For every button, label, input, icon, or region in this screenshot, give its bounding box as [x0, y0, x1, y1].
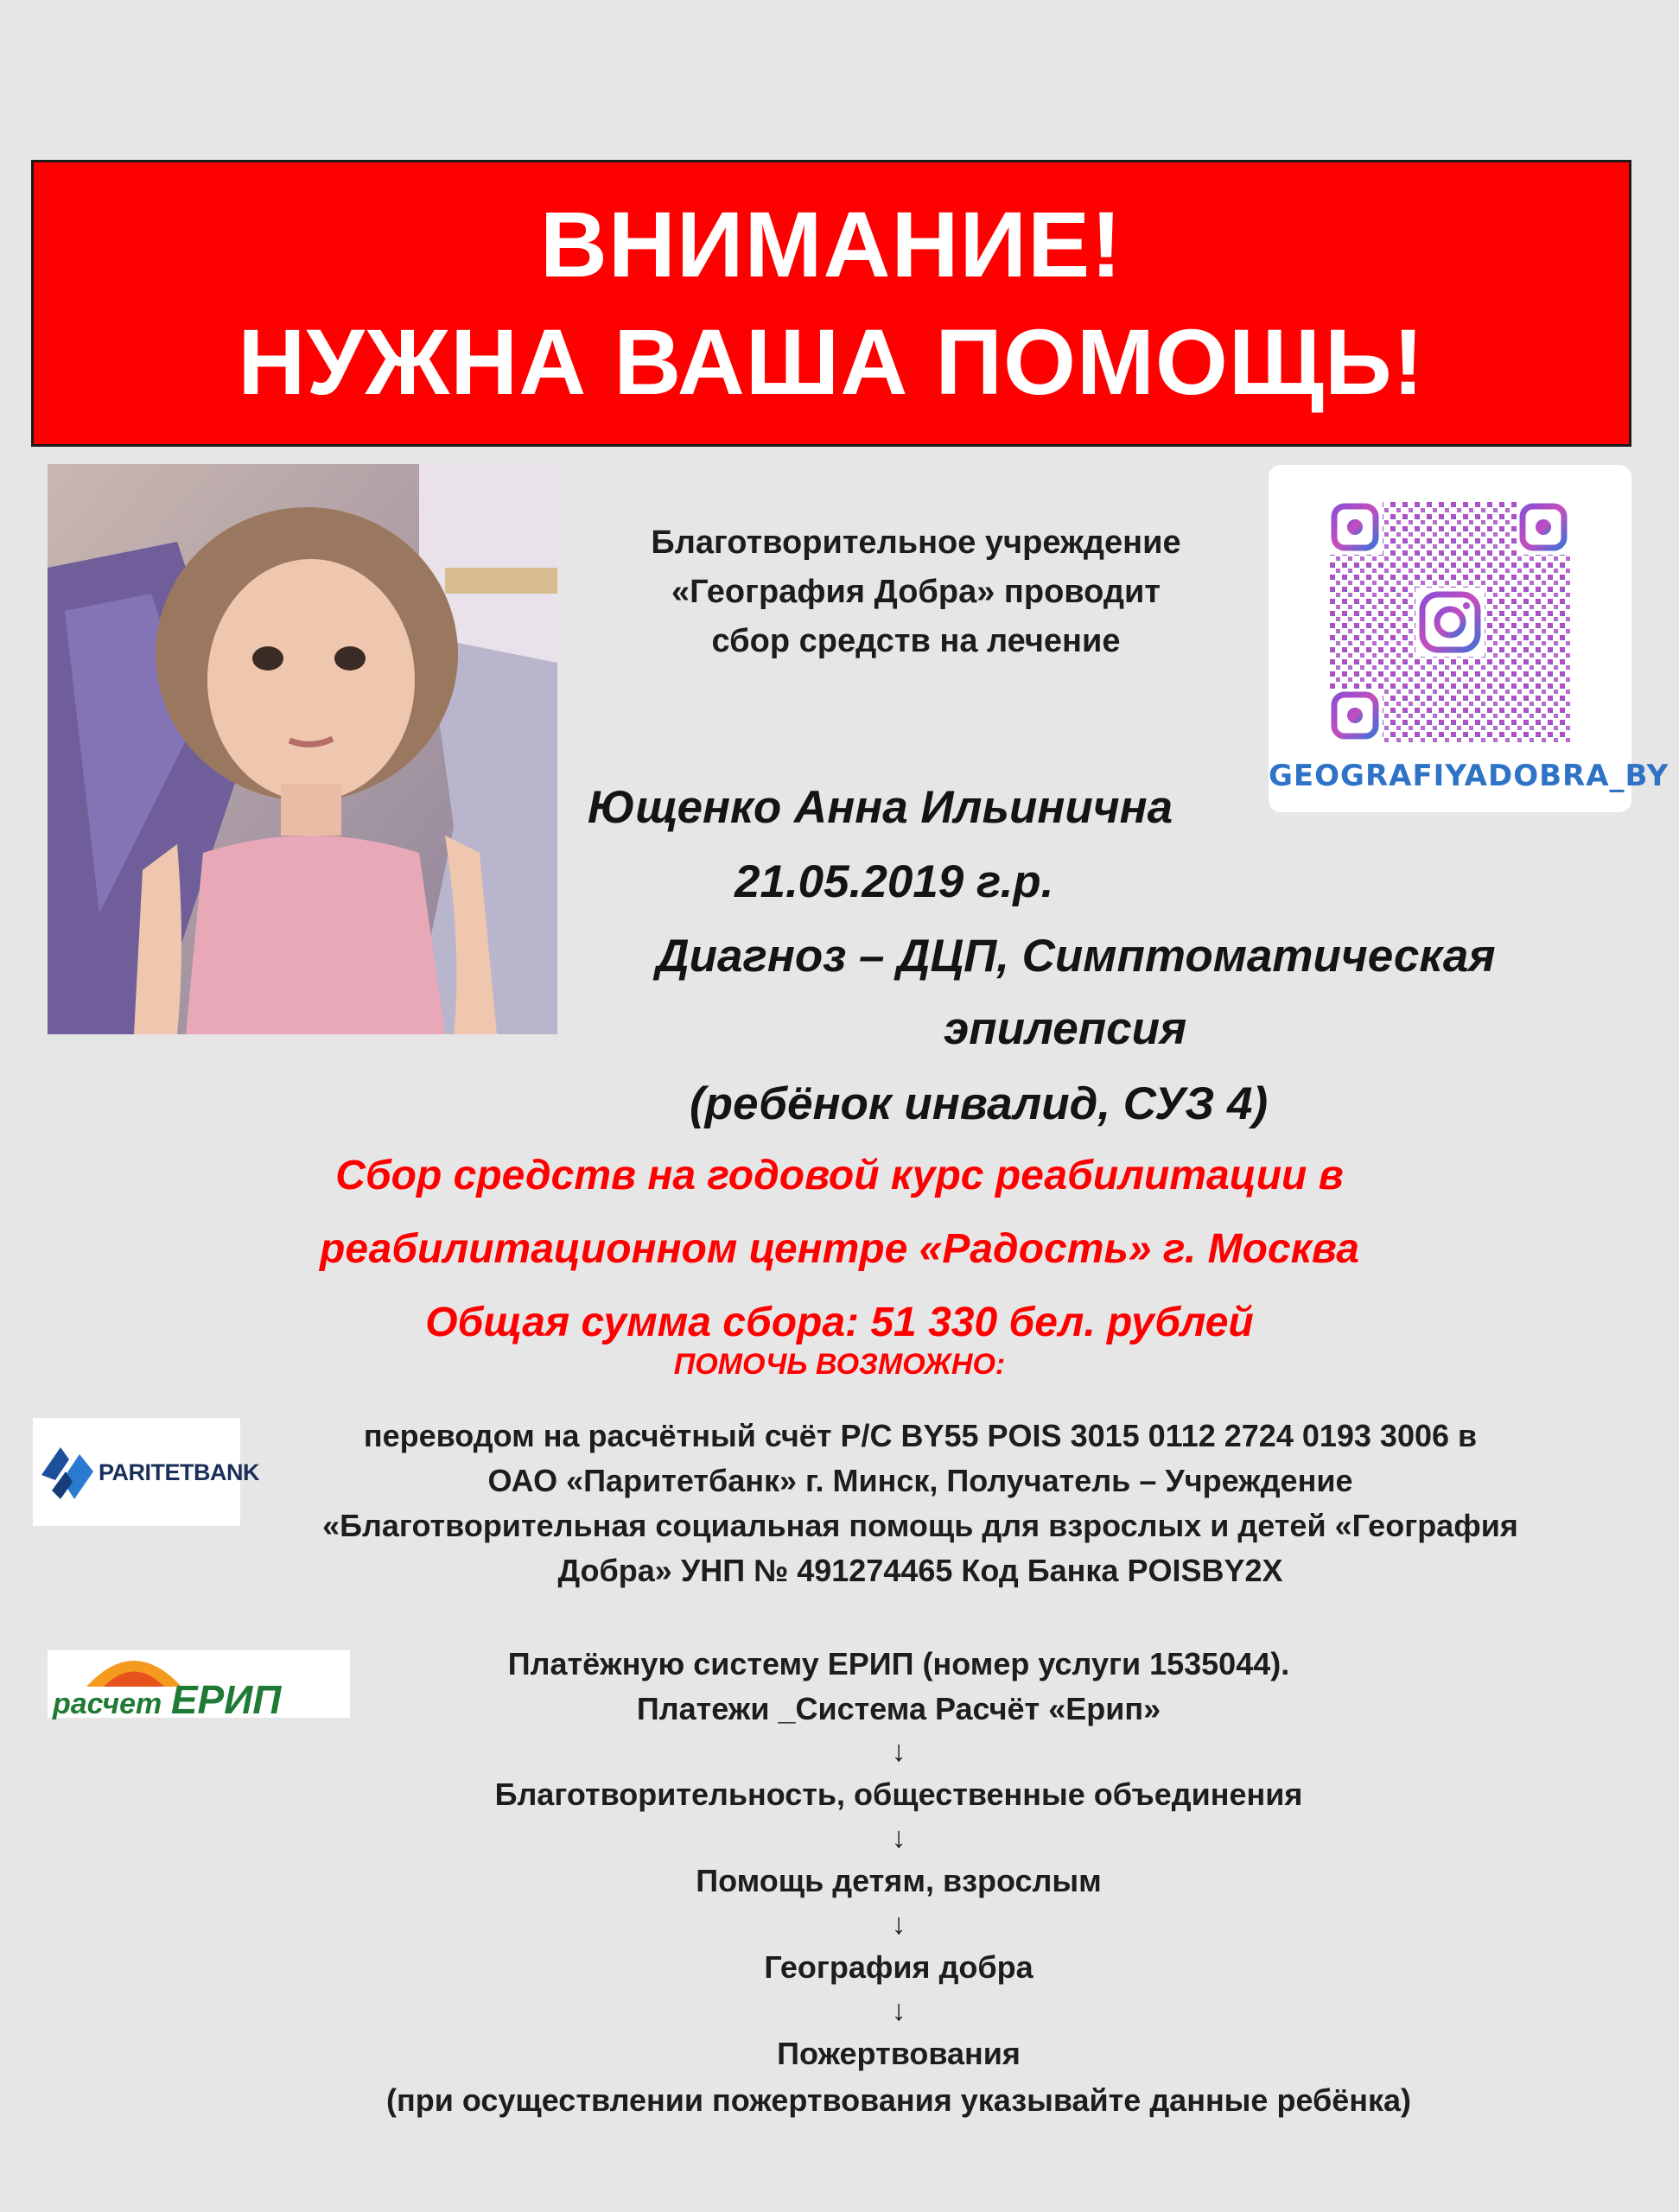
intro-text — [570, 518, 1262, 666]
down-arrow-icon: ↓ — [891, 1735, 906, 1768]
paritetbank-logo-text: PARITETBANK — [99, 1459, 259, 1485]
fundraising-goal — [0, 1139, 1679, 1359]
erip-step-4: Пожертвования — [777, 2036, 1021, 2071]
erip-step-2: Помощь детям, взрослым — [696, 1863, 1102, 1898]
goal-line-2: реабилитационном центре «Радость» г. Москва — [320, 1226, 1359, 1272]
bank-line-3: «Благотворительная социальная помощь для взрослых и детей «География — [322, 1508, 1518, 1543]
child-diagnosis-2: эпилепсия — [944, 1003, 1187, 1054]
qr-handle-label: GEOGRAFIYADOBRA_BY — [1269, 759, 1669, 793]
goal-line-1: Сбор средств на годовой курс реабилитации в — [335, 1153, 1344, 1198]
bank-line-2: ОАО «Паритетбанк» г. Минск, Получатель – Учреждение — [487, 1463, 1353, 1498]
bank-line-1: переводом на расчётный счёт Р/С BY55 POIS 3015 0112 2724 0193 3006 в — [363, 1418, 1478, 1453]
intro-line-3: сбор средств на лечение — [711, 623, 1121, 659]
child-birthdate: 21.05.2019 г.р. — [735, 856, 1054, 907]
qr-pattern-icon — [1329, 501, 1571, 743]
alert-banner — [31, 160, 1631, 447]
instagram-qr-code[interactable] — [1269, 465, 1669, 812]
erip-instructions — [259, 1642, 1538, 1732]
paritetbank-logo — [33, 1418, 259, 1526]
intro-line-1: Благотворительное учреждение — [651, 524, 1181, 561]
erip-line-2: Платежи _Система Расчёт «Ерип» — [636, 1691, 1161, 1726]
bank-transfer-details — [220, 1414, 1620, 1593]
child-diagnosis-1: Диагноз – ДЦП, Симптоматическая — [656, 931, 1496, 982]
erip-logo-text-1: расчет — [53, 1688, 162, 1720]
child-name: Ющенко Анна Ильинична — [588, 782, 1173, 833]
down-arrow-icon: ↓ — [891, 1821, 906, 1854]
goal-total: Общая сумма сбора: 51 330 бел. рублей — [425, 1300, 1254, 1345]
bank-line-4: Добра» УНП № 491274465 Код Банка POISBY2X — [557, 1553, 1283, 1588]
erip-step-1: Благотворительность, общественные объединения — [494, 1777, 1303, 1812]
erip-line-1: Платёжную систему ЕРИП (номер услуги 1535044). — [507, 1646, 1290, 1681]
erip-step-3: География добра — [764, 1949, 1033, 1985]
donation-note: (при осуществлении пожертвования указывайте данные ребёнка) — [385, 2082, 1412, 2118]
banner-title: ВНИМАНИЕ! — [539, 192, 1123, 296]
banner-subtitle: НУЖНА ВАША ПОМОЩЬ! — [238, 309, 1425, 414]
erip-logo-text-2: ЕРИП — [170, 1677, 282, 1722]
paritetbank-emblem-icon — [40, 1442, 95, 1503]
down-arrow-icon: ↓ — [891, 1908, 906, 1941]
intro-line-2: «География Добра» проводит — [671, 574, 1161, 610]
down-arrow-icon: ↓ — [891, 1994, 906, 2027]
erip-path — [259, 1732, 1538, 2123]
child-status: (ребёнок инвалид, СУЗ 4) — [690, 1078, 1269, 1129]
child-photo — [48, 464, 557, 1034]
help-heading: ПОМОЧЬ ВОЗМОЖНО: — [673, 1348, 1006, 1381]
